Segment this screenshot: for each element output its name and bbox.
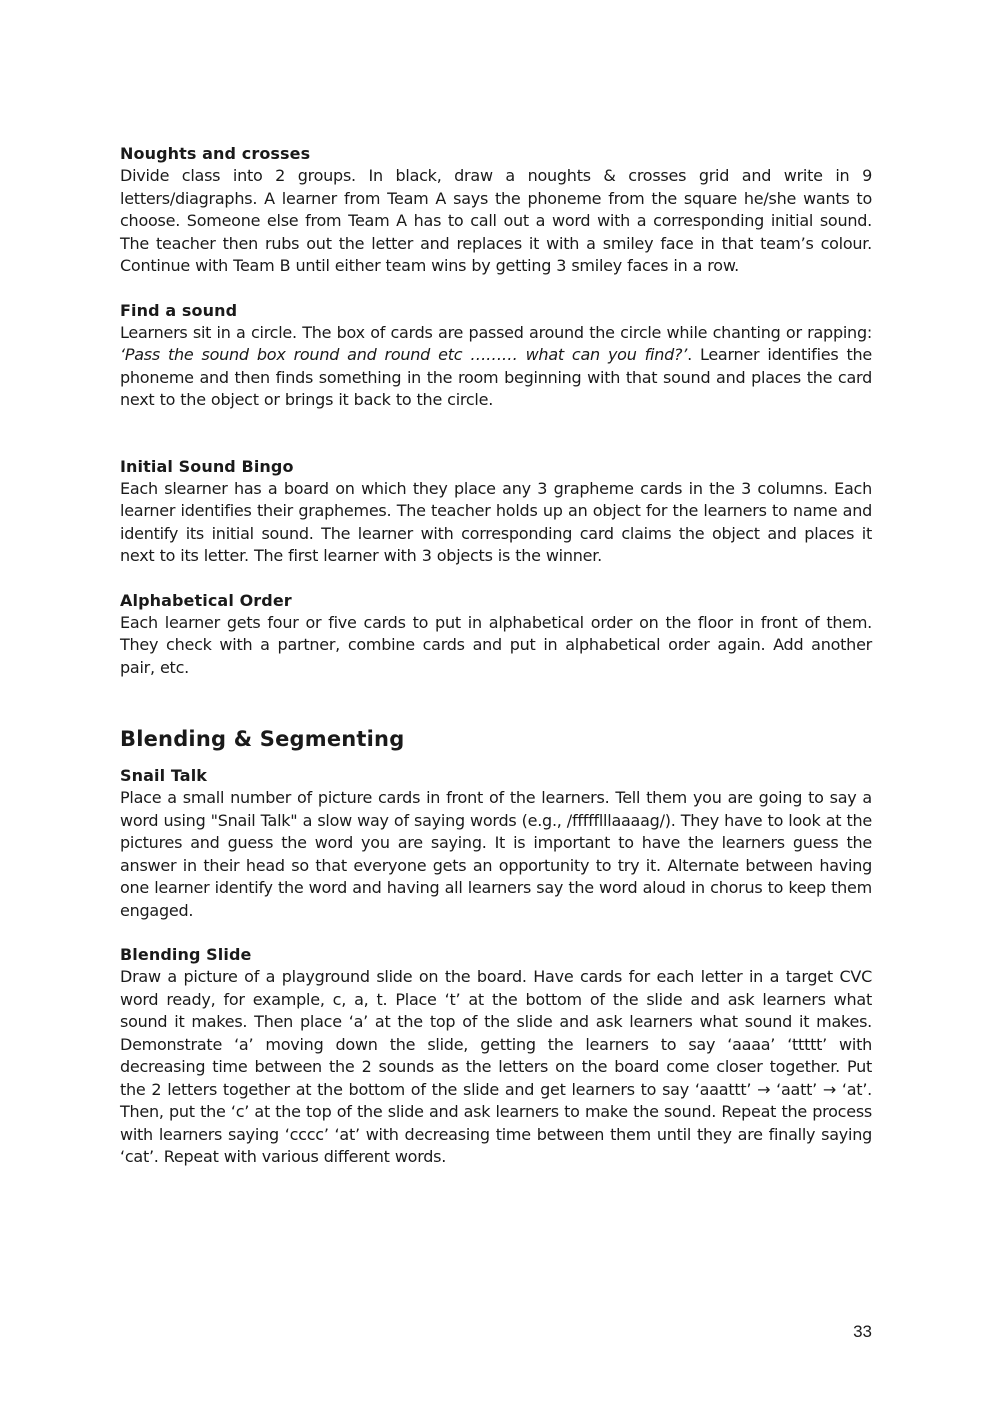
- section-title: Initial Sound Bingo: [120, 456, 294, 476]
- section-body: Each slearner has a board on which they place any 3 grapheme cards in the 3 columns. Each learner identifies their graphemes. The teacher holds up an object for the learners to name and identify its initial sound. The learner with corresponding card claims the object and places it next to its letter. The first learner with 3 objects is the winner.: [120, 478, 872, 565]
- section-blending-slide: [120, 944, 872, 1169]
- section-title: Alphabetical Order: [120, 590, 292, 610]
- body-text: Learners sit in a circle. The box of cards are passed around the circle while chanting or rapping:: [120, 322, 872, 342]
- section-snail-talk: [120, 765, 872, 922]
- section-find-a-sound: [120, 300, 872, 412]
- section-title: Noughts and crosses: [120, 144, 311, 163]
- chant-text: ‘Pass the sound box round and round etc ……… what can you find?’: [120, 345, 688, 364]
- section-body: Draw a picture of a playground slide on the board. Have cards for each letter in a target CVC word ready, for example, c, a, t. Place ‘t’ at the bottom of the slide and ask learners what sound it makes. Then place ‘a’ at the top of the slide and ask learners what sound it makes. Demonstrate ‘a’ moving down the slide, getting the learners to say ‘aaaa’ ‘ttttt’ with decreasing time between the 2 sounds as the letters on the board come closer together. Put the 2 letters together at the bottom of the slide and get learners to say ‘aaattt’ → ‘aatt’ → ‘at’. Then, put the ‘c’ at the top of the slide and ask learners to make the sound. Repeat the process with learners saying ‘cccc’ ‘at’ with decreasing time between them until they are finally saying ‘cat’. Repeat with various different words.: [120, 967, 872, 1166]
- section-body: Each learner gets four or five cards to put in alphabetical order on the floor in front of them. They check with a partner, combine cards and put in alphabetical order again. Add another pair, etc.: [120, 612, 872, 677]
- section-title: Snail Talk: [120, 766, 208, 785]
- section-initial-sound-bingo: [120, 456, 872, 568]
- section-title: Find a sound: [120, 300, 238, 320]
- section-body: [120, 322, 872, 412]
- section-body: Divide class into 2 groups. In black, draw a noughts & crosses grid and write in 9 letters/diagraphs. A learner from Team A says the phoneme from the square he/she wants to choose. Someone else from Team A has to call out a word with a corresponding initial sound. The teacher then rubs out the letter and replaces it with a smiley face in that team’s colour. Continue with Team B until either team wins by getting 3 smiley faces in a row.: [120, 166, 872, 275]
- heading-blending-segmenting: Blending & Segmenting: [120, 727, 405, 751]
- section-title: Blending Slide: [120, 945, 252, 964]
- page-content: [120, 143, 872, 1169]
- body-text: . Learner identifies the phoneme and then finds something in the room beginning with that sound and places the card next to the object or brings it back to the circle.: [120, 345, 872, 409]
- section-noughts-and-crosses: [120, 143, 872, 278]
- section-body: Place a small number of picture cards in front of the learners. Tell them you are going to say a word using "Snail Talk" a slow way of saying words (e.g., /ffffflllaaaag/). They have to look at the pictures and guess the word you are saying. It is important to have the learners guess the answer in their head so that everyone gets an opportunity to try it. Alternate between having one learner identify the word and having all learners say the word aloud in chorus to keep them engaged.: [120, 788, 872, 920]
- page-number: 33: [853, 1322, 872, 1341]
- section-alphabetical-order: [120, 590, 872, 680]
